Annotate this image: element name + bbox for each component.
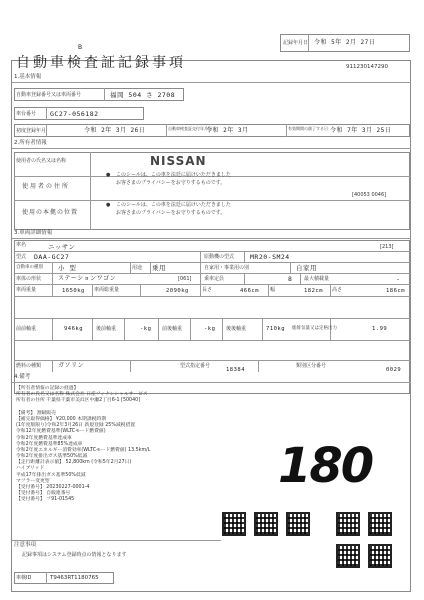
issue-value: 令和 2年 3月	[206, 127, 249, 134]
seal-line1: このシールは、この車を法廷に届けいただきました	[116, 172, 231, 178]
user-name-label: 使用者の氏名又は名称	[16, 158, 67, 164]
issue-date-label: 記録年月日	[283, 40, 309, 46]
length-value: 466cm	[240, 288, 260, 294]
seal-line2-b: お客さまのプライバシーをお守りするものです。	[116, 210, 226, 216]
maker-code: [213]	[380, 244, 394, 250]
displacement-label: 総排気量又は定格出力	[292, 326, 337, 331]
note-line: 令和2年度排出ガス基準50%低減	[16, 454, 88, 460]
front-front-axle-value: 946kg	[64, 326, 84, 332]
section-basic-label: 1.基本情報	[14, 74, 42, 80]
gross-value: 2090kg	[166, 288, 189, 294]
type-number-value: 18384	[226, 367, 246, 373]
note-line: 平成17年排出ガス基準50%低減	[16, 472, 86, 478]
qr-code-icon	[368, 544, 392, 568]
body-code: [061]	[178, 276, 192, 282]
qr-code-icon	[286, 512, 310, 536]
chassis-label: 車台番号	[16, 111, 37, 117]
seal-icon-2: ●	[106, 202, 111, 208]
maker-label: 車名	[16, 242, 27, 248]
weight-value: 1650kg	[62, 288, 85, 294]
expiry-label: 有効期間の満了する日	[288, 126, 328, 131]
type-number-label: 型式指定番号	[180, 363, 211, 369]
document-title: 自動車検査証記録事項	[16, 55, 186, 71]
expiry-value: 令和 7年 3月 25日	[330, 127, 392, 134]
class-number-value: 0029	[386, 367, 402, 373]
user-address-label: 使用者の住所	[22, 183, 71, 190]
capacity-label: 乗車定員	[204, 276, 225, 282]
rear-rear-axle-value: 710kg	[266, 326, 286, 332]
caution-text: 記録事項はシステム登録時点の情報となります	[22, 552, 127, 558]
weight-label: 車両重量	[16, 287, 37, 293]
first-reg-label: 初度登録年月	[16, 128, 47, 134]
body-value: ステーションワゴン	[58, 275, 117, 282]
note-line: (1年度版限り)令和2年3月26日 新規登録 25%減税措置	[16, 423, 136, 429]
maker-value: ニッサン	[48, 243, 76, 251]
height-label: 高さ	[332, 287, 343, 293]
height-value: 186cm	[386, 288, 406, 294]
front-rear-axle-label: 前後軸重	[162, 326, 183, 332]
rear-front-axle-label: 後前軸重	[96, 326, 117, 332]
note-line: マフラー変更型	[16, 478, 50, 484]
use-value: 乗用	[152, 264, 166, 272]
seal-code: [40053 0046]	[352, 192, 387, 198]
first-reg-value: 令和 2年 3月 26日	[84, 127, 146, 134]
base-location-label: 使用の本拠の位置	[22, 209, 79, 216]
width-value: 182cm	[304, 288, 324, 294]
note-line: 令和12年度燃費基準(WLTCモード燃費値)	[16, 429, 106, 435]
header-mark: B	[78, 44, 83, 51]
inspection-id-value: T9463RT1180765	[50, 575, 99, 581]
fuel-label: 燃料の種類	[16, 363, 42, 369]
gross-label: 車両総重量	[94, 287, 120, 293]
model-label: 型式	[16, 254, 27, 260]
inspection-id-label: 車検ID	[16, 575, 32, 581]
note-line: 【受付番号】 自販連番号	[16, 491, 71, 497]
note-line: 【受付番号】 フ91-01545	[16, 497, 75, 503]
note-line: 【走行距離計表示値】 52,800km (令和5年2月27日)	[16, 460, 132, 466]
seal-line1-b: このシールは、この車を法廷に届けいただきました	[116, 202, 231, 208]
capacity-value: 8	[288, 275, 293, 283]
section-caution-label: 注意事項	[14, 542, 37, 548]
document-number: 911230147290	[346, 64, 388, 70]
qr-code-icon	[222, 512, 246, 536]
note-line: 令和2年度燃費基準85%達成車	[16, 441, 83, 447]
use-label: 用途	[132, 265, 143, 271]
owner-block	[14, 152, 410, 230]
note-line: 令和2年度燃費基準達成車	[16, 435, 72, 441]
max-load-value: -	[396, 275, 401, 283]
seal-line2: お客さまのプライバシーをお守りするものです。	[116, 180, 226, 186]
qr-code-icon	[368, 512, 392, 536]
issue-date-value: 令和 5年 2月 27日	[314, 39, 376, 46]
front-front-axle-label: 前前軸重	[16, 326, 37, 332]
note-line: 所有者の住所 千葉県千葉市美浜区中瀬2丁目6-1 [50040]	[16, 398, 141, 404]
kind-value: 小 型	[58, 264, 77, 272]
qr-code-icon	[336, 544, 360, 568]
registration-label: 自動車登録番号又は車両番号	[16, 92, 82, 98]
note-line: 令和2年度エネルギー消費効率(WLTCモード燃費値) 13.5km/L	[16, 447, 151, 453]
body-label: 車体の形状	[16, 276, 42, 282]
qr-code-icon	[336, 512, 360, 536]
note-line: ハイブリッド	[16, 466, 45, 472]
private-label: 自家用・事業用の別	[204, 265, 250, 271]
registration-value: 福岡 504 さ 2708	[110, 91, 176, 99]
note-line: 【所有者情報の記録の経過】	[16, 386, 79, 391]
private-value: 自家用	[296, 264, 317, 272]
width-label: 幅	[270, 287, 276, 293]
section-owner-label: 2.所有者情報	[14, 140, 47, 146]
kind-label: 自動車の種別	[16, 265, 43, 270]
note-line: 【備考】 割賦販売	[16, 410, 56, 416]
rear-rear-axle-label: 後後軸重	[226, 326, 247, 332]
length-label: 長さ	[202, 287, 213, 293]
fuel-value: ガソリン	[58, 362, 85, 369]
front-rear-axle-value: -kg	[204, 326, 216, 332]
section-vehicle-label: 3.車両詳細情報	[14, 230, 53, 236]
note-line: 【受付番号】 20230227-0001-4	[16, 485, 90, 490]
chassis-value: GC27-056182	[50, 110, 99, 118]
nissan-logo: NISSAN	[150, 154, 207, 168]
qr-code-icon	[254, 512, 278, 536]
max-load-label: 最大積載量	[304, 276, 330, 282]
model-value: DAA-GC27	[34, 253, 70, 261]
rear-front-axle-value: -kg	[140, 326, 152, 332]
note-line: 所有者の氏名又は名称 株式会社 日産フィナンシャルサービス	[16, 392, 148, 398]
notes-list	[16, 386, 256, 504]
class-number-label: 類別区分番号	[296, 363, 327, 369]
engine-value: MR20-SM24	[250, 253, 290, 261]
seal-icon: ●	[106, 172, 111, 178]
note-line: 【補完取得価格】 ¥20,000 本期課税時期	[16, 416, 107, 422]
engine-label: 原動機の型式	[204, 254, 235, 260]
issue-label: 自動車検査証交付年月日	[168, 126, 212, 131]
displacement-value: 1.99	[372, 326, 388, 332]
handwritten-number: 180	[278, 438, 373, 494]
section-notes-label: 4.備考	[14, 374, 31, 380]
